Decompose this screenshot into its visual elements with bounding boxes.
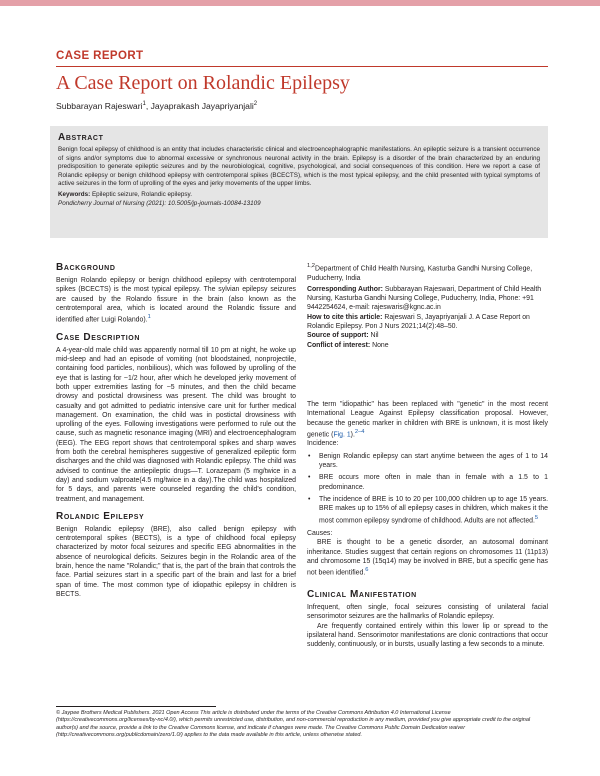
list-item-text: The incidence of BRE is 10 to 20 per 100,000 children up to age 15 years. BRE makes up to 15% of all epilepsy cases in children, which makes it the most common epilepsy syndrome of childhood. Adults are not affected.: [319, 495, 548, 524]
how-to-cite-text: Rajeswari S, Jayapriyanjali J. A Case Report on Rolandic Epilepsy. Pon J Nurs 2021;14(2):48–50.: [307, 313, 530, 331]
affiliation-marks: 1,2: [307, 263, 315, 269]
list-item-text: BRE occurs more often in male than in female with a 1.5 to 1 predominance.: [319, 474, 548, 491]
idiopathic-text-end: ).: [350, 431, 355, 439]
affiliation-text: Department of Child Health Nursing, Kasturba Gandhi Nursing College, Puducherry, India: [307, 265, 533, 282]
clinical-paragraph-1: Infrequent, often single, focal seizures consisting of unilateral facial sensorimotor seizures are the hallmarks of Rolandic epilepsy.: [307, 603, 548, 621]
section-heading-rolandic-epilepsy: Rolandic Epilepsy: [56, 510, 145, 522]
list-item: [307, 473, 548, 492]
license-footer: © Jaypee Brothers Medical Publishers. 2021 Open Access This article is distributed under the terms of the Creative Commons Attribution 4.0 International License (https://creativecommons.org/licenses/by-nc/4.0/), which permits unrestricted use, distribution, and non-commercial reproduction in any medium, provided you give appropriate credit to the original author(s) and the source, provide a link to the Creative Commons license, and indicate if changes were made. The Creative Commons Public Domain Dedication waiver (http://creativecommons.org/publicdomain/zero/1.0/) applies to the data made available in this article, unless otherwise stated.: [56, 710, 531, 739]
journal-citation: Pondicherry Journal of Nursing (2021): 10.5005/jp-journals-10084-13109: [58, 199, 261, 207]
reference-link[interactable]: 2–4: [354, 428, 365, 435]
list-item-text: Benign Rolandic epilepsy can start anytime between the ages of 1 to 14 years.: [319, 452, 548, 470]
how-to-cite-note: [307, 313, 548, 332]
article-title: A Case Report on Rolandic Epilepsy: [56, 72, 350, 94]
reference-link[interactable]: 5: [534, 514, 539, 521]
keywords-text: Epileptic seizure, Rolandic epilepsy.: [90, 190, 192, 198]
incidence-list: [307, 452, 548, 525]
incidence-label: Incidence:: [307, 440, 339, 448]
abstract-box: [50, 126, 548, 238]
source-of-support-note: [307, 331, 548, 340]
affiliation-note: [307, 262, 548, 283]
background-paragraph: [56, 276, 296, 325]
header-rule: [56, 66, 548, 67]
bullet-icon: •: [308, 495, 311, 503]
corresponding-author-label: Corresponding Author:: [307, 285, 383, 293]
causes-label: Causes:: [307, 530, 333, 538]
source-of-support-label: Source of support:: [307, 332, 369, 340]
rolandic-epilepsy-paragraph: Benign Rolandic epilepsy (BRE), also called benign epilepsy with centrotemporal spikes (BECTS), is a type of childhood focal epilepsy characterized by motor focal seizures and specific EEG abnormalities in the absence of neurological deficits. Seizures begin in the Rolandic area of the brain, hence the name "Rolandic;" that is, the part of the brain that controls the face. Partial seizures start in a specific part of the brain and last for a brief span of time. The most common type of idiopathic epilepsy in children is BECTS.: [56, 525, 296, 598]
author-affiliation-mark: 2: [253, 101, 258, 108]
conflict-of-interest-text: None: [370, 341, 389, 349]
reference-link[interactable]: 6: [365, 567, 369, 574]
author-name: Jayaprakash Jayapriyanjali: [150, 101, 254, 111]
list-item: [307, 495, 548, 525]
bullet-icon: •: [308, 474, 311, 482]
top-color-bar: [0, 0, 600, 6]
corresponding-author-text: Subbarayan Rajeswari, Department of Child Health Nursing, Kasturba Gandhi Nursing College, Puducherry, India, Phone: +91 9442254624, e-mail: rajeswaris@kgnc.ac.in: [307, 285, 542, 312]
causes-paragraph: [307, 538, 548, 577]
bullet-icon: •: [308, 452, 311, 460]
conflict-of-interest-label: Conflict of interest:: [307, 341, 371, 349]
right-column: [307, 262, 548, 649]
case-description-paragraph: A 4-year-old male child was apparently normal till 10 pm at night, he woke up mid-sleep and had an episode of vomiting (not bloodstained, nonprojectile, containing food particles, nonbilious), which was followed by uprolling of the eye that is lasting for ~1/2 hour, after which he developed jerky movement of both upper extremities lasting for ~5 minutes, and then the child became drowsy and postictal drowsiness was present. The child was brought to casualty and got admitted to pediatric intensive care unit for further medical management. On examination, the child was in postictal drowsiness with uprolling of the eyes. Following investigations were performed to rule out the cause, such as magnetic resonance imaging (MRI) and electroencephalogram (EEG). The EEG report shows that centrotemporal spikes and sharp waves from both the cerebral hemispheres suggestive of generalized epileptic form discharges and the child was diagnosed with Rolandic epilepsy. The child was advised to continue the antiepileptic drugs—T. Lorazepam (5 mg/twice in a day) and sodium valproate(4.5 mg/twice in a day).The child was hospitalized for 5 days, and parents were counseled regarding the child's condition, treatment, and management.: [56, 346, 296, 503]
section-heading-background: Background: [56, 262, 116, 273]
keywords-label: Keywords:: [58, 190, 91, 198]
how-to-cite-label: How to cite this article:: [307, 313, 383, 321]
left-column: [56, 262, 296, 599]
author-separator: ,: [145, 101, 151, 111]
idiopathic-paragraph: [307, 400, 548, 439]
author-affiliation-mark: 1: [142, 101, 146, 108]
clinical-paragraph-2: Are frequently contained entirely within this lower lip or spread to the ipsilateral hand. Sensorimotor manifestations are clonic contractions that occur suddenly, continuously, or in bursts, usually lasting a few seconds to a minute.: [307, 622, 548, 649]
causes-text: BRE is thought to be a genetic disorder, an autosomal dominant inheritance. Studies suggest that certain regions on chromosomes 11 (11p13) and chromosome 15 (15q14) may be involved in BRE, but a specific gene has not been identified.: [307, 539, 548, 577]
section-heading-clinical-manifestation: Clinical Manifestation: [307, 588, 417, 600]
corresponding-author-note: [307, 285, 548, 313]
list-item: [307, 452, 548, 471]
author-line: [56, 101, 257, 111]
background-text: Benign Rolando epilepsy or benign childhood epilepsy with centrotemporal spikes (BCECTS) is the most typical epilepsy. The sylvian epilepsy seizures are caused by the Rolando fissure in the brain (also known as the centrotemporal area, which is located around the Rolandic fissure and identified after Luigi Rolando).: [56, 277, 296, 324]
article-type-label: CASE REPORT: [56, 50, 144, 62]
idiopathic-text: The term "idiopathic" has been replaced with "genetic" in the most recent International League Against Epilepsy classification proposal. However, because the genetic marker in children with BRE is unknown, it is most likely genetic (: [307, 400, 548, 439]
conflict-of-interest-note: [307, 341, 548, 350]
source-of-support-text: Nil: [368, 332, 379, 340]
abstract-heading: Abstract: [58, 132, 104, 143]
section-heading-case-description: Case Description: [56, 331, 140, 343]
abstract-text: Benign focal epilepsy of childhood is an entity that includes characteristic clinical and electroencephalographic manifestations. An epileptic seizure is a transient occurrence of signs and/or symptoms due to abnormal excessive or synchronous neuronal activity in the brain. Epilepsy is a disorder of the brain characterized by an enduring predisposition to generate epileptic seizures and by the neurobiological, cognitive, psychological, and social consequences of this condition. Here we report a case of Rolandic epilepsy or benign childhood epilepsy with centrotemporal spikes (BCECTS), which is the most typical epilepsy, and the child presented with typical symptoms of active seizures in the form of uprolling of the eyes and jerky movements of the upper limbs.: [58, 146, 540, 188]
footer-rule: [56, 706, 216, 707]
figure-link[interactable]: Fig. 1: [333, 431, 351, 439]
reference-link[interactable]: 1: [147, 314, 151, 321]
author-name: Subbarayan Rajeswari: [56, 101, 143, 111]
keywords-line: [58, 191, 540, 200]
